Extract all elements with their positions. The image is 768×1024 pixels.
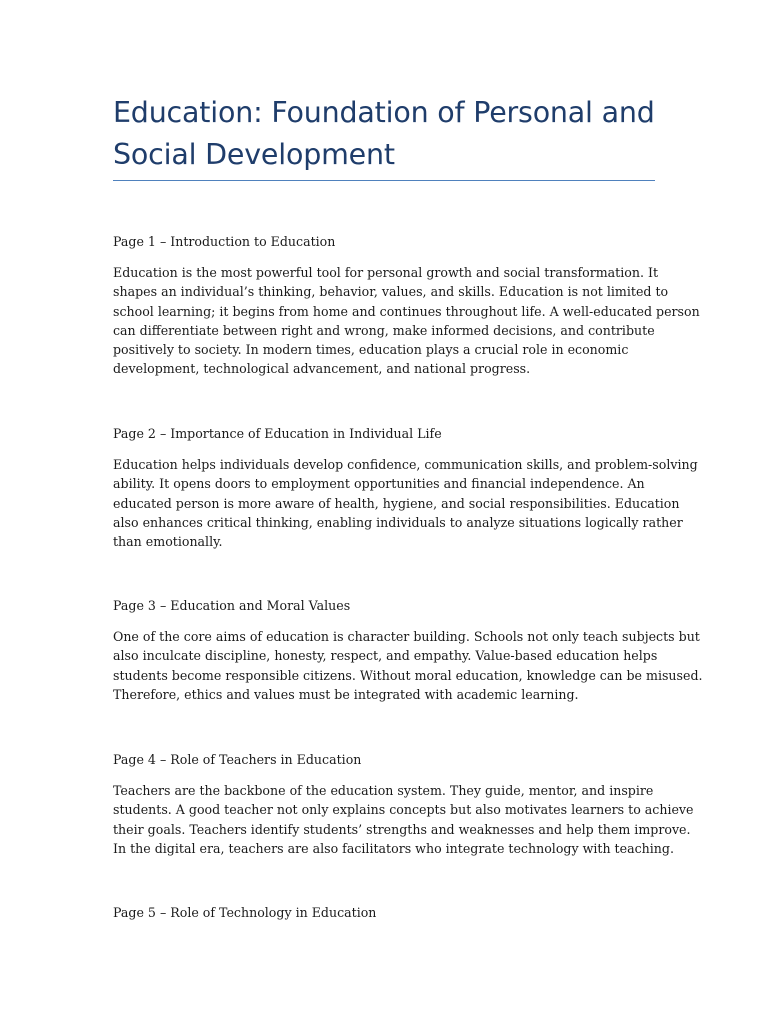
section-heading: Page 1 – Introduction to Education xyxy=(113,234,336,249)
paragraph-line: their goals. Teachers identify students’ strengths and weaknesses and help them improve. xyxy=(113,821,691,837)
section-page-4 xyxy=(113,750,694,858)
paragraph-line: also inculcate discipline, honesty, respect, and empathy. Value-based education helps xyxy=(113,648,658,664)
paragraph-line: shapes an individual’s thinking, behavior, values, and skills. Education is not limited to xyxy=(113,284,669,300)
paragraph-line: school learning; it begins from home and continues throughout life. A well-educated person xyxy=(113,303,700,319)
paragraph-line: One of the core aims of education is character building. Schools not only teach subjects but xyxy=(113,629,700,644)
paragraph-line: than emotionally. xyxy=(113,534,223,550)
section-heading: Page 5 – Role of Technology in Education xyxy=(113,905,377,920)
paragraph-line: Teachers are the backbone of the education system. They guide, mentor, and inspire xyxy=(113,783,654,798)
document-title: Education: Foundation of Personal and Social Development xyxy=(113,96,655,171)
paragraph-line: educated person is more aware of health, hygiene, and social responsibilities. Education xyxy=(113,495,680,511)
paragraph-line: ability. It opens doors to employment opportunities and financial independence. An xyxy=(113,476,645,492)
section-paragraph xyxy=(113,627,703,704)
title-underline xyxy=(113,180,655,181)
paragraph-line: Education helps individuals develop confidence, communication skills, and problem-solving xyxy=(113,457,698,472)
paragraph-line: Education is the most powerful tool for personal growth and social transformation. It xyxy=(113,265,659,280)
section-page-1 xyxy=(113,232,700,379)
section-paragraph xyxy=(113,263,700,379)
section-heading: Page 4 – Role of Teachers in Education xyxy=(113,752,362,767)
section-page-2 xyxy=(113,424,698,551)
paragraph-line: Therefore, ethics and values must be integrated with academic learning. xyxy=(113,686,579,702)
section-heading: Page 3 – Education and Moral Values xyxy=(113,598,351,613)
section-heading: Page 2 – Importance of Education in Individual Life xyxy=(113,426,442,441)
section-page-5 xyxy=(113,903,658,922)
paragraph-line: students. A good teacher not only explains concepts but also motivates learners to achieve xyxy=(113,802,694,818)
paragraph-line: development, technological advancement, and national progress. xyxy=(113,361,531,377)
section-page-3 xyxy=(113,596,703,704)
paragraph-line: In the digital era, teachers are also facilitators who integrate technology with teaching. xyxy=(113,840,674,856)
section-paragraph xyxy=(113,781,694,858)
section-paragraph xyxy=(113,455,698,551)
paragraph-line: students become responsible citizens. Without moral education, knowledge can be misused. xyxy=(113,667,703,683)
paragraph-line: positively to society. In modern times, education plays a crucial role in economic xyxy=(113,342,629,358)
paragraph-line: can differentiate between right and wrong, make informed decisions, and contribute xyxy=(113,322,655,338)
paragraph-line: also enhances critical thinking, enabling individuals to analyze situations logically rather xyxy=(113,514,683,530)
